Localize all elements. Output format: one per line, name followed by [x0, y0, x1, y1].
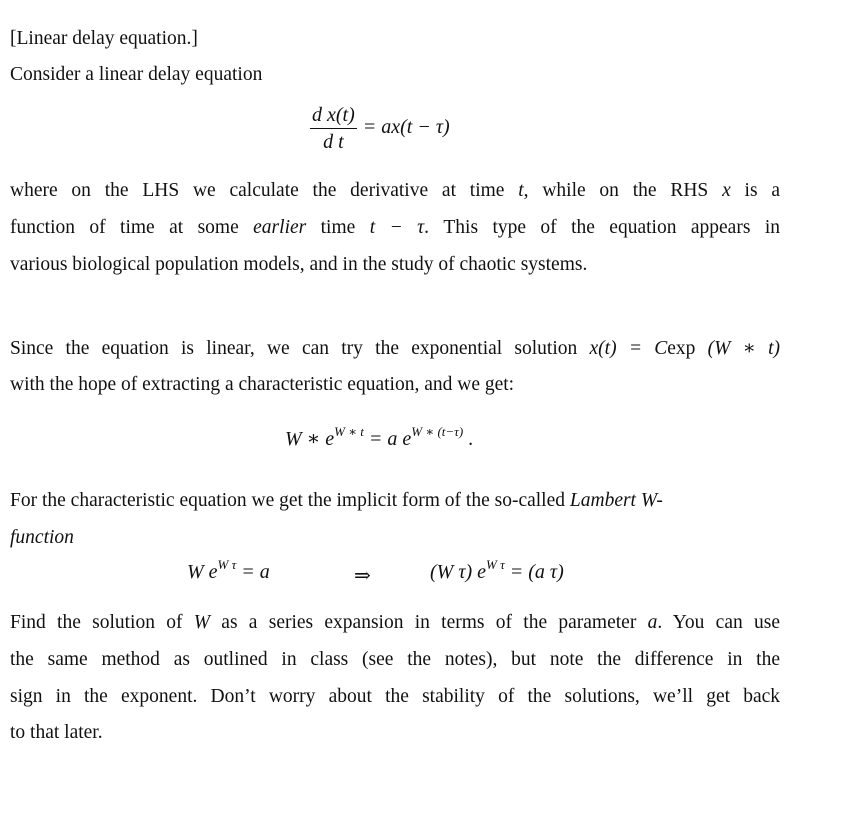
- text-span: time: [306, 217, 370, 238]
- math-solution: x(t) = C: [589, 338, 668, 359]
- text-span: Since the equation is linear, we can try the exponential solution: [10, 338, 590, 359]
- text-span: For the characteristic equation we get the implicit form of the so-called: [10, 490, 570, 511]
- equation-characteristic: [285, 426, 473, 451]
- equation-rhs: = ax(t − τ): [362, 116, 450, 139]
- implies-arrow-icon: ⇒: [354, 565, 371, 587]
- math-argument: (W ∗ t): [695, 338, 781, 359]
- math-t: t: [518, 180, 524, 201]
- intro-text: Consider a linear delay equation: [10, 64, 263, 85]
- paragraph-3-line-1: [10, 489, 663, 513]
- eq2-middle: = a e: [363, 428, 412, 450]
- paragraph-3-line-2: [10, 526, 74, 550]
- math-w: W: [193, 612, 211, 633]
- eq3-left-exponent: W τ: [217, 557, 237, 572]
- paragraph-4-line-3: sign in the exponent. Don’t worry about the stability of the solutions, we’ll get back: [10, 686, 780, 707]
- math-x: x: [722, 180, 731, 201]
- paragraph-4-line-1: [10, 611, 780, 635]
- eq3-right-base: (W τ) e: [430, 561, 487, 583]
- text-span: where on the LHS we calculate the derivative at time: [10, 180, 519, 201]
- text-span: as a series expansion in terms of the parameter: [210, 612, 648, 633]
- paragraph-1-line-3: various biological population models, and in the study of chaotic systems.: [10, 254, 588, 275]
- emphasis-function: function: [10, 527, 74, 548]
- equation-lambert-left: [187, 557, 270, 584]
- paragraph-4-line-4: to that later.: [10, 722, 103, 743]
- text-span: . This type of the equation appears in: [424, 217, 780, 238]
- problem-title: [Linear delay equation.]: [10, 28, 198, 49]
- derivative-fraction: [310, 104, 357, 153]
- eq3-right-exponent: W τ: [486, 557, 505, 572]
- eq3-left-base: W e: [187, 561, 218, 583]
- eq2-exponent-1: W ∗ t: [334, 424, 364, 439]
- eq2-period: .: [463, 428, 474, 450]
- paragraph-4-line-2: the same method as outlined in class (see the notes), but note the difference in the: [10, 649, 780, 670]
- paragraph-1-line-2: [10, 216, 780, 240]
- equation-lambert-right: [430, 557, 564, 584]
- text-span: . You can use: [657, 612, 780, 633]
- fraction-denominator: d t: [323, 131, 344, 153]
- text-span: function of time at some: [10, 217, 254, 238]
- paragraph-2-line-1: [10, 337, 780, 361]
- eq2-exponent-2: W ∗ (t−τ): [411, 424, 464, 439]
- text-span: is a: [730, 180, 780, 201]
- text-span: , while on the RHS: [523, 180, 723, 201]
- eq3-right-rhs: = (a τ): [504, 561, 564, 583]
- math-a: a: [647, 612, 658, 633]
- eq2-base: W ∗ e: [285, 428, 335, 450]
- paragraph-1-line-1: [10, 179, 780, 203]
- eq3-left-rhs: = a: [236, 561, 270, 583]
- fraction-numerator: d x(t): [310, 104, 357, 129]
- emphasis-earlier: earlier: [253, 217, 307, 238]
- math-t-minus-tau: t − τ: [369, 217, 425, 238]
- text-span: Find the solution of: [10, 612, 194, 633]
- equation-delay: [310, 104, 450, 153]
- math-exp: exp: [667, 338, 696, 359]
- emphasis-lambert: Lambert W-: [569, 490, 663, 511]
- paragraph-2-line-2: with the hope of extracting a characteristic equation, and we get:: [10, 374, 515, 395]
